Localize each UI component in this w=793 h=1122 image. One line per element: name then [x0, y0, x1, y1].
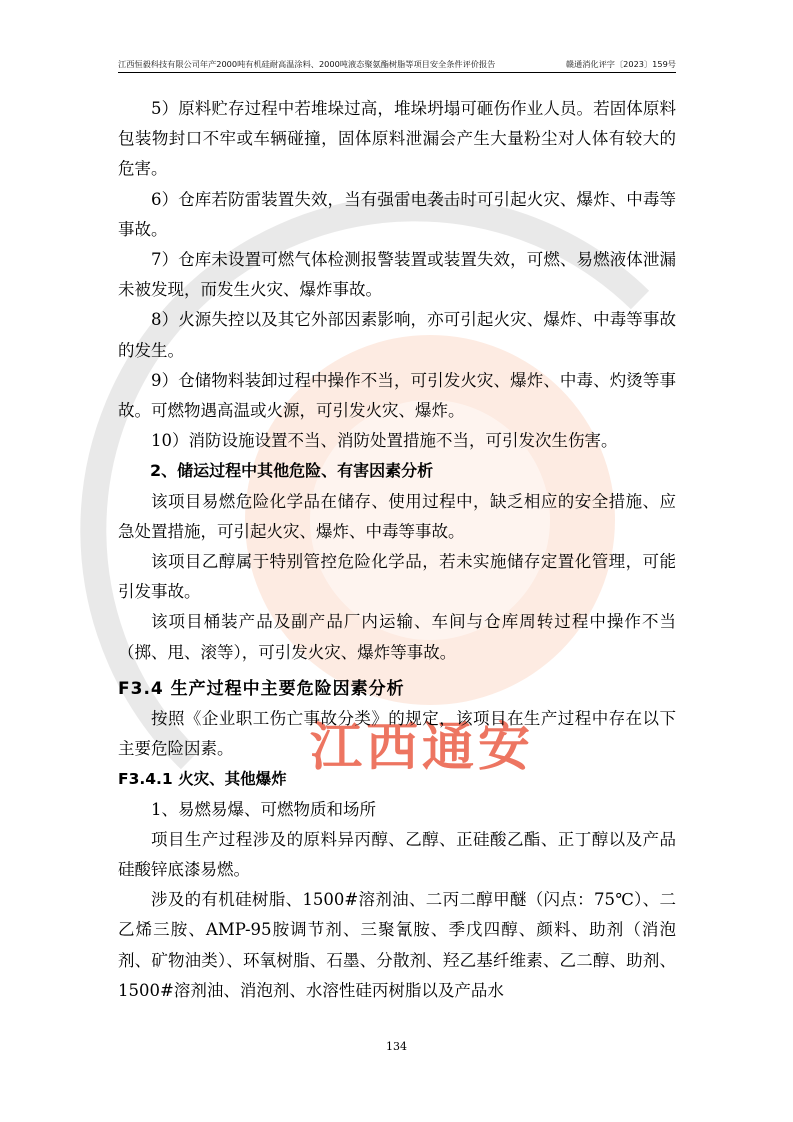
paragraph: 该项目乙醇属于特别管控危险化学品，若未实施储存定置化管理，可能引发事故。	[118, 552, 676, 602]
paragraph: 9）仓储物料装卸过程中操作不当，可引发火灾、爆炸、中毒、灼烫等事故。可燃物遇高温或火源，可引发火灾、爆炸。	[118, 370, 676, 421]
header-title: 江西恒毅科技有限公司年产2000吨有机硅耐高温涂料、2000吨液态聚氨酯树脂等项目安全条件评价报告	[118, 59, 496, 69]
paragraph: 8）火源失控以及其它外部因素影响，亦可引起火灾、爆炸、中毒等事故的发生。	[118, 310, 676, 360]
paragraph: 按照《企业职工伤亡事故分类》的规定，该项目在生产过程中存在以下主要危险因素。	[118, 709, 676, 759]
page-number: 134	[386, 1040, 407, 1053]
subsection-heading: 2、储运过程中其他危险、有害因素分析	[150, 461, 434, 481]
paragraph: 该项目易燃危险化学品在储存、使用过程中，缺乏相应的安全措施、应急处置措施，可引起火灾、爆炸、中毒等事故。	[118, 491, 676, 541]
paragraph: 10）消防设施设置不当、消防处置措施不当，可引发次生伤害。	[151, 431, 618, 451]
subsubsection-heading: F3.4.1 火灾、其他爆炸	[118, 770, 287, 789]
document-body	[118, 94, 676, 1006]
page-header	[118, 58, 676, 70]
paragraph: 项目生产过程涉及的原料异丙醇、乙醇、正硅酸乙酯、正丁醇以及产品硅酸锌底漆易燃。	[118, 829, 676, 880]
header-doc-number: 赣通消化评字〔2023〕159号	[565, 59, 676, 69]
paragraph: 5）原料贮存过程中若堆垛过高，堆垛坍塌可砸伤作业人员。若固体原料包装物封口不牢或车辆碰撞，固体原料泄漏会产生大量粉尘对人体有较大的危害。	[118, 99, 676, 179]
paragraph: 1、易燃易爆、可燃物质和场所	[151, 799, 376, 819]
watermark-label: 江西通安	[310, 718, 535, 778]
paragraph: 7）仓库未设置可燃气体检测报警装置或装置失效，可燃、易燃液体泄漏未被发现，而发生火灾、爆炸事故。	[118, 250, 676, 300]
paragraph: 6）仓库若防雷装置失效，当有强雷电袭击时可引起火灾、爆炸、中毒等事故。	[118, 189, 676, 239]
header-rule	[118, 72, 676, 73]
paragraph: 涉及的有机硅树脂、1500#溶剂油、二丙二醇甲醚（闪点：75℃）、二乙烯三胺、AMP-95胺调节剂、三聚氰胺、季戊四醇、颜料、助剂（消泡剂、矿物油类）、环氧树脂、石墨、分散剂、羟乙基纤维素、乙二醇、助剂、1500#溶剂油、消泡剂、水溶性硅丙树脂以及产品水	[118, 890, 676, 1000]
section-heading: F3.4 生产过程中主要危险因素分析	[118, 678, 405, 699]
paragraph: 该项目桶装产品及副产品厂内运输、车间与仓库周转过程中操作不当（掷、甩、滚等），可引发火灾、爆炸等事故。	[118, 612, 676, 662]
